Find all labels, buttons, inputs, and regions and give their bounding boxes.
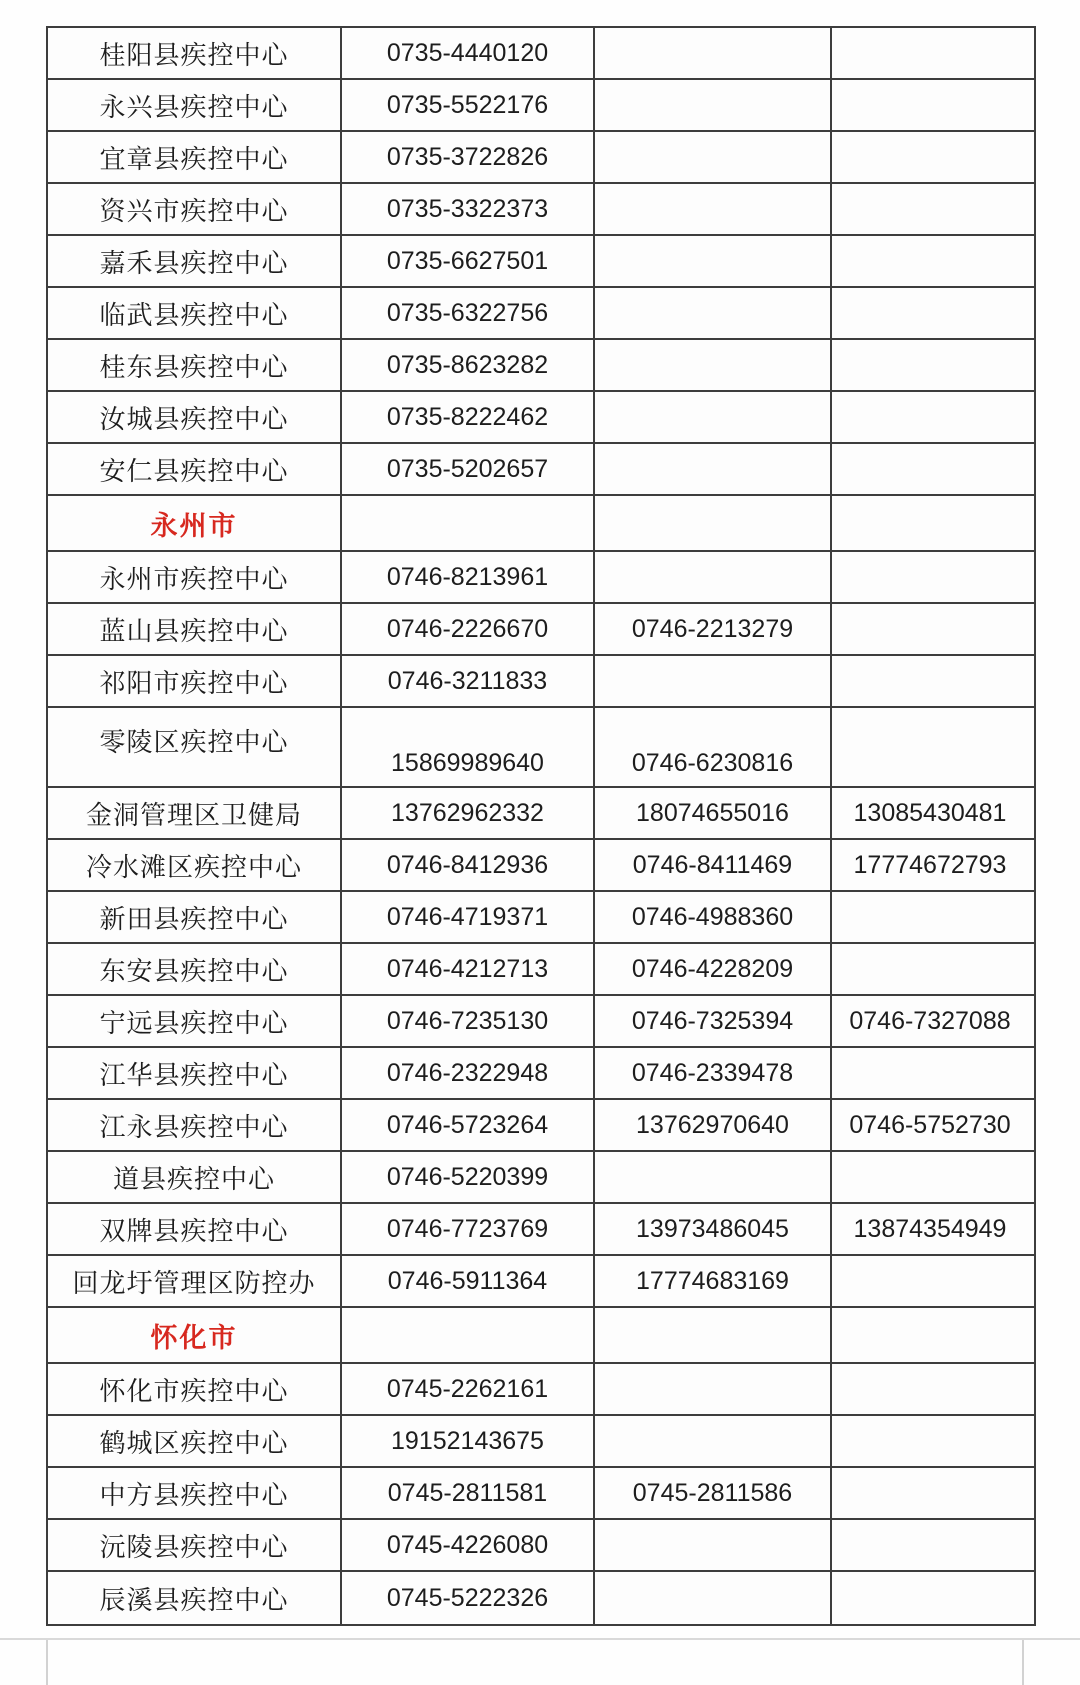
org-name-cell: 道县疾控中心 xyxy=(48,1152,342,1202)
phone-cell-1: 0745-5222326 xyxy=(342,1572,595,1624)
phone-cell-3 xyxy=(832,892,1028,942)
org-name-cell: 怀化市疾控中心 xyxy=(48,1364,342,1414)
phone-cell-3: 13874354949 xyxy=(853,1214,1007,1243)
phone-cell-3 xyxy=(832,340,1028,390)
org-name-cell: 东安县疾控中心 xyxy=(48,944,342,994)
table-row xyxy=(48,288,1034,340)
phone-cell-2: 0746-4988360 xyxy=(595,892,832,942)
org-name-cell: 鹤城区疾控中心 xyxy=(48,1416,342,1466)
org-name-cell: 安仁县疾控中心 xyxy=(48,444,342,494)
table-row xyxy=(48,996,1034,1048)
phone-cell-1: 15869989640 xyxy=(342,708,595,786)
phone-cell-2: 0746-4228209 xyxy=(595,944,832,994)
phone-cell-3 xyxy=(832,236,1028,286)
phone-cell-2 xyxy=(595,132,832,182)
phone-cell-1 xyxy=(342,1308,595,1362)
phone-cell-2: 0745-2811586 xyxy=(595,1468,832,1518)
phone-cell-2 xyxy=(595,340,832,390)
org-name-cell: 资兴市疾控中心 xyxy=(48,184,342,234)
phone-cell-3 xyxy=(832,28,1028,78)
phone-cell-2 xyxy=(595,1308,832,1362)
phone-cell-3 xyxy=(832,944,1028,994)
table-row xyxy=(48,236,1034,288)
phone-cell-1: 0746-2322948 xyxy=(342,1048,595,1098)
phone-cell-3 xyxy=(832,132,1028,182)
table-row xyxy=(48,788,1034,840)
phone-cell-3 xyxy=(832,1520,1028,1570)
page-break-line xyxy=(0,1638,1080,1640)
phone-cell-1: 0746-5911364 xyxy=(342,1256,595,1306)
org-name-cell: 江华县疾控中心 xyxy=(48,1048,342,1098)
phone-cell-2 xyxy=(595,288,832,338)
phone-cell-2: 17774683169 xyxy=(595,1256,832,1306)
phone-cell-2: 13973486045 xyxy=(595,1204,832,1254)
phone-cell-1: 0735-5522176 xyxy=(342,80,595,130)
phone-cell-2 xyxy=(595,236,832,286)
table-row xyxy=(48,1364,1034,1416)
org-name-cell: 中方县疾控中心 xyxy=(48,1468,342,1518)
phone-cell-3 xyxy=(832,496,1028,550)
phone-cell-3 xyxy=(832,1364,1028,1414)
phone-cell-1: 0735-3722826 xyxy=(342,132,595,182)
phone-cell-1: 0745-2811581 xyxy=(342,1468,595,1518)
phone-cell-1: 0746-7723769 xyxy=(342,1204,595,1254)
phone-cell-3: 0746-5752730 xyxy=(849,1110,1011,1139)
table-row xyxy=(48,840,1034,892)
org-name-cell: 双牌县疾控中心 xyxy=(48,1204,342,1254)
org-name-cell: 蓝山县疾控中心 xyxy=(48,604,342,654)
phone-cell-3 xyxy=(832,552,1028,602)
phone-cell-1 xyxy=(342,496,595,550)
phone-cell-1: 0746-4212713 xyxy=(342,944,595,994)
table-row xyxy=(48,604,1034,656)
phone-cell-3 xyxy=(832,288,1028,338)
next-row-left-border xyxy=(46,1640,48,1685)
section-header-row xyxy=(48,1308,1034,1364)
table-row xyxy=(48,444,1034,496)
org-name-cell: 辰溪县疾控中心 xyxy=(48,1572,342,1624)
phone-cell-3 xyxy=(832,656,1028,706)
phone-cell-1: 0735-3322373 xyxy=(342,184,595,234)
table-row xyxy=(48,1048,1034,1100)
phone-cell-2: 0746-8411469 xyxy=(595,840,832,890)
phone-cell-2 xyxy=(595,1364,832,1414)
phone-cell-3 xyxy=(832,392,1028,442)
phone-cell-3 xyxy=(832,1416,1028,1466)
phone-cell-2 xyxy=(595,28,832,78)
table-row xyxy=(48,132,1034,184)
phone-cell-3 xyxy=(832,1256,1028,1306)
phone-cell-1: 0745-2262161 xyxy=(342,1364,595,1414)
table-row xyxy=(48,184,1034,236)
phone-cell-3: 0746-7327088 xyxy=(849,1006,1011,1035)
phone-cell-2 xyxy=(595,552,832,602)
phone-cell-2 xyxy=(595,1152,832,1202)
phone-cell-3 xyxy=(832,604,1028,654)
org-name-cell: 新田县疾控中心 xyxy=(48,892,342,942)
phone-cell-1: 0735-4440120 xyxy=(342,28,595,78)
phone-cell-1: 0746-4719371 xyxy=(342,892,595,942)
phone-cell-1: 0735-6322756 xyxy=(342,288,595,338)
phone-cell-1: 0735-8222462 xyxy=(342,392,595,442)
phone-cell-3 xyxy=(832,1048,1028,1098)
org-name-cell: 金洞管理区卫健局 xyxy=(48,788,342,838)
phone-cell-2: 0746-2339478 xyxy=(595,1048,832,1098)
org-name-cell: 江永县疾控中心 xyxy=(48,1100,342,1150)
section-header-row xyxy=(48,496,1034,552)
phone-cell-3: 17774672793 xyxy=(853,850,1007,879)
table-row xyxy=(48,1100,1034,1152)
phone-cell-3 xyxy=(832,184,1028,234)
table-row xyxy=(48,1256,1034,1308)
org-name-cell: 零陵区疾控中心 xyxy=(48,708,342,786)
table-row xyxy=(48,656,1034,708)
next-row-right-border xyxy=(1022,1640,1024,1685)
phone-cell-1: 13762962332 xyxy=(342,788,595,838)
phone-cell-3 xyxy=(832,80,1028,130)
phone-cell-3 xyxy=(832,708,1028,786)
phone-cell-2 xyxy=(595,184,832,234)
phone-cell-2 xyxy=(595,1520,832,1570)
table-row xyxy=(48,1468,1034,1520)
table-row xyxy=(48,944,1034,996)
org-name-cell: 沅陵县疾控中心 xyxy=(48,1520,342,1570)
table-row xyxy=(48,340,1034,392)
phone-cell-3 xyxy=(832,444,1028,494)
table-row xyxy=(48,1572,1034,1624)
phone-cell-2: 0746-6230816 xyxy=(595,708,832,786)
cdc-contact-table xyxy=(46,26,1036,1626)
phone-cell-1: 0735-8623282 xyxy=(342,340,595,390)
phone-cell-3 xyxy=(832,1308,1028,1362)
table-row xyxy=(48,392,1034,444)
table-row xyxy=(48,28,1034,80)
section-city-label: 永州市 xyxy=(48,496,342,550)
phone-cell-2: 18074655016 xyxy=(595,788,832,838)
org-name-cell: 桂阳县疾控中心 xyxy=(48,28,342,78)
phone-cell-1: 0735-6627501 xyxy=(342,236,595,286)
table-row xyxy=(48,80,1034,132)
org-name-cell: 永州市疾控中心 xyxy=(48,552,342,602)
phone-cell-3 xyxy=(832,1468,1028,1518)
org-name-cell: 桂东县疾控中心 xyxy=(48,340,342,390)
phone-cell-3 xyxy=(832,1572,1028,1624)
phone-cell-2 xyxy=(595,392,832,442)
org-name-cell: 临武县疾控中心 xyxy=(48,288,342,338)
org-name-cell: 汝城县疾控中心 xyxy=(48,392,342,442)
org-name-cell: 冷水滩区疾控中心 xyxy=(48,840,342,890)
phone-cell-1: 19152143675 xyxy=(342,1416,595,1466)
phone-cell-1: 0745-4226080 xyxy=(342,1520,595,1570)
phone-cell-2: 13762970640 xyxy=(595,1100,832,1150)
phone-cell-3: 13085430481 xyxy=(853,798,1007,827)
phone-cell-1: 0746-5723264 xyxy=(342,1100,595,1150)
table-row xyxy=(48,1152,1034,1204)
org-name-cell: 嘉禾县疾控中心 xyxy=(48,236,342,286)
org-name-cell: 宜章县疾控中心 xyxy=(48,132,342,182)
phone-cell-2: 0746-7325394 xyxy=(595,996,832,1046)
phone-cell-2 xyxy=(595,1572,832,1624)
phone-cell-1: 0735-5202657 xyxy=(342,444,595,494)
phone-cell-2 xyxy=(595,444,832,494)
phone-cell-3 xyxy=(832,1152,1028,1202)
phone-cell-2 xyxy=(595,1416,832,1466)
org-name-cell: 永兴县疾控中心 xyxy=(48,80,342,130)
phone-cell-1: 0746-7235130 xyxy=(342,996,595,1046)
org-name-cell: 回龙圩管理区防控办 xyxy=(48,1256,342,1306)
phone-cell-1: 0746-8412936 xyxy=(342,840,595,890)
table-row xyxy=(48,1416,1034,1468)
section-city-label: 怀化市 xyxy=(48,1308,342,1362)
phone-cell-2: 0746-2213279 xyxy=(595,604,832,654)
table-row xyxy=(48,1520,1034,1572)
org-name-cell: 祁阳市疾控中心 xyxy=(48,656,342,706)
phone-cell-1: 0746-3211833 xyxy=(342,656,595,706)
phone-cell-2 xyxy=(595,656,832,706)
table-row xyxy=(48,1204,1034,1256)
phone-cell-2 xyxy=(595,80,832,130)
table-row xyxy=(48,892,1034,944)
table-row xyxy=(48,552,1034,604)
phone-cell-1: 0746-5220399 xyxy=(342,1152,595,1202)
phone-cell-1: 0746-8213961 xyxy=(342,552,595,602)
phone-cell-1: 0746-2226670 xyxy=(342,604,595,654)
table-row xyxy=(48,708,1034,788)
org-name-cell: 宁远县疾控中心 xyxy=(48,996,342,1046)
phone-cell-2 xyxy=(595,496,832,550)
